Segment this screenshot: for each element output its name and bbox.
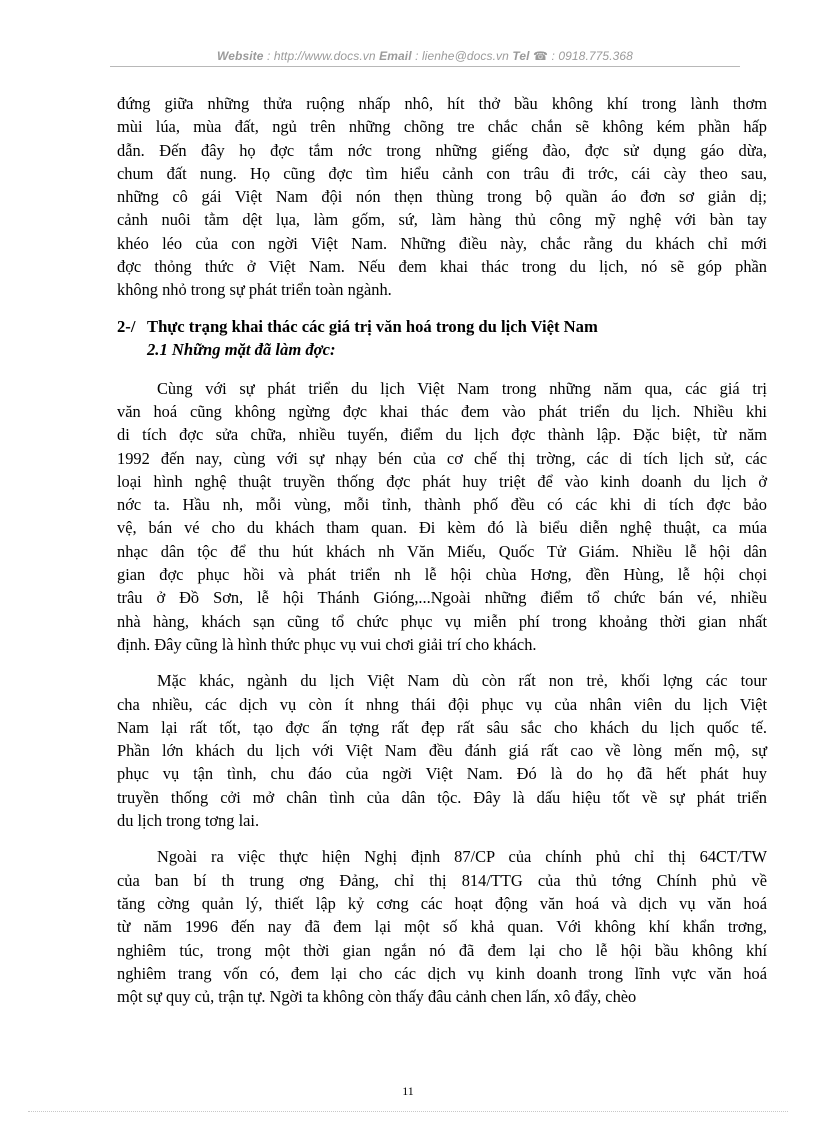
website-value: : http://www.docs.vn bbox=[263, 49, 380, 63]
text-line: gian đợc phục hồi và phát triển nh lễ hội chùa Hơng, đền Hùng, lễ hội chọi bbox=[117, 565, 767, 585]
text-line: đợc thỏng thức ở Việt Nam. Nếu đem khai thác trong du lịch, nó sẽ góp phần bbox=[117, 257, 767, 277]
text-line: những cô gái Việt Nam đội nón thẹn thùng trong bộ quần áo đơn sơ giản dị; bbox=[117, 187, 767, 207]
page-header bbox=[110, 49, 740, 63]
text-line: Phần lớn khách du lịch với Việt Nam đều đánh giá rất cao về lòng mến mộ, sự bbox=[117, 741, 767, 761]
email-label: Email bbox=[379, 49, 412, 63]
text-line: di tích đợc sửa chữa, nhiều tuyến, điểm du lịch đợc thành lập. Đặc biệt, từ năm bbox=[117, 425, 767, 445]
section-title: Thực trạng khai thác các giá trị văn hoá trong du lịch Việt Nam bbox=[147, 316, 598, 336]
text-line: 1992 đến nay, cùng với sự nhạy bén của cơ chế thị trờng, các di tích lịch sử, các bbox=[117, 448, 767, 468]
paragraph-intro bbox=[117, 92, 767, 302]
text-line: du lịch trong tơng lai. bbox=[117, 811, 260, 831]
header-divider bbox=[110, 66, 740, 67]
footer-divider bbox=[28, 1111, 788, 1112]
text-line: đứng giữa những thửa ruộng nhấp nhô, hít thở bầu không khí trong lành thơm bbox=[117, 94, 767, 113]
phone-icon: ☎ bbox=[532, 49, 549, 63]
paragraph-achievements bbox=[117, 377, 767, 657]
section-number: 2-/ bbox=[117, 316, 136, 336]
text-line: tăng cờng quản lý, thiết lập kỷ cơng các hoạt động văn hoá và dịch vụ văn hoá bbox=[117, 893, 767, 913]
paragraph-service-quality bbox=[117, 669, 767, 832]
text-line: loại hình nghệ thuật truyền thống đợc phát huy triệt để vào kinh doanh du lịch ở bbox=[117, 471, 767, 491]
text-line: mùi lúa, mùa đất, ngủ trên những chõng tre chắc chắn sẽ không kém phần hấp bbox=[117, 117, 767, 137]
text-line: không nhỏ trong sự phát triển toàn ngành. bbox=[117, 280, 392, 300]
text-line: Ngoài ra việc thực hiện Nghị định 87/CP của chính phủ chỉ thị 64CT/TW bbox=[157, 847, 767, 867]
text-line: của ban bí th trung ơng Đảng, chỉ thị 814/TTG của thủ tớng Chính phủ về bbox=[117, 870, 767, 890]
text-line: trâu ở Đồ Sơn, lễ hội Thánh Gióng,...Ngoài những điểm tổ chức bán vé, nhiều bbox=[117, 588, 767, 608]
text-line: chum đất nung. Họ cũng đợc tìm hiểu cảnh con trâu đi trớc, cái cày theo sau, bbox=[117, 163, 767, 183]
text-line: một sự quy củ, trận tự. Ngời ta không còn thấy đâu cảnh chen lấn, xô đẩy, chèo bbox=[117, 987, 637, 1007]
text-line: nớc ta. Hầu nh, mỗi vùng, mỗi tỉnh, thành phố đều có các khi di tích đợc bảo bbox=[117, 495, 767, 515]
email-value: : lienhe@docs.vn bbox=[411, 49, 513, 63]
document-body bbox=[117, 92, 767, 1021]
text-line: truyền thống cởi mở chân tình của dân tộc. Đây là dấu hiệu tốt về sự phát triển bbox=[117, 787, 767, 807]
text-line: nhà hàng, khách sạn cũng tổ chức phục vụ miễn phí trong khoảng thời gian nhất bbox=[117, 611, 767, 631]
section-heading bbox=[117, 315, 767, 338]
tel-value: : 0918.775.368 bbox=[548, 49, 633, 63]
text-line: từ năm 1996 đến nay đã đem lại một số khả quan. Với không khí khẩn trơng, bbox=[117, 917, 767, 937]
text-line: nhạc dân tộc để thu hút khách nh Văn Miếu, Quốc Tử Giám. Nhiều lễ hội dân bbox=[117, 541, 767, 561]
text-line: vệ, bán vé cho du khách tham quan. Đi kèm đó là biểu diễn nghệ thuật, ca múa bbox=[117, 518, 767, 538]
text-line: Cùng với sự phát triển du lịch Việt Nam trong những năm qua, các giá trị bbox=[157, 378, 767, 398]
text-line: Nam lại rất tốt, tạo đợc ấn tợng rất đẹp rất sâu sắc cho khách du lịch quốc tế. bbox=[117, 717, 767, 737]
text-line: văn hoá cũng không ngừng đợc khai thác đem vào phát triển du lịch. Nhiều khi bbox=[117, 401, 767, 421]
text-line: dẫn. Đến đây họ đợc tắm nớc trong những giếng đào, đợc sử dụng gáo dừa, bbox=[117, 140, 767, 160]
website-label: Website bbox=[217, 49, 264, 63]
text-line: nghiêm túc, trong một thời gian ngắn nó đã đem lại cho lễ hội bầu không khí bbox=[117, 940, 767, 960]
text-line: phục vụ tận tình, chu đáo của ngời Việt Nam. Đó là do họ đã hết phát huy bbox=[117, 764, 767, 784]
text-line: cảnh nuôi tằm dệt lụa, làm gốm, sứ, làm hàng thủ công mỹ nghệ với bàn tay bbox=[117, 210, 767, 230]
text-line: nghiêm trang vốn có, đem lại cho các dịch vụ kinh doanh trong lĩnh vực văn hoá bbox=[117, 963, 767, 983]
text-line: khéo léo của con ngời Việt Nam. Những điều này, chắc rằng du khách chỉ mới bbox=[117, 233, 767, 253]
tel-label: Tel bbox=[512, 49, 530, 63]
paragraph-regulations bbox=[117, 845, 767, 1008]
text-line: định. Đây cũng là hình thức phục vụ vui chơi giải trí cho khách. bbox=[117, 634, 537, 654]
text-line: Mặc khác, ngành du lịch Việt Nam dù còn rất non trẻ, khối lợng các tour bbox=[157, 671, 767, 691]
page-number: 11 bbox=[402, 1084, 414, 1098]
subsection-heading: 2.1 Những mặt đã làm đợc: bbox=[147, 339, 336, 359]
text-line: cha nhiều, các dịch vụ còn ít nhng thái đội phục vụ của nhân viên du lịch Việt bbox=[117, 694, 767, 714]
